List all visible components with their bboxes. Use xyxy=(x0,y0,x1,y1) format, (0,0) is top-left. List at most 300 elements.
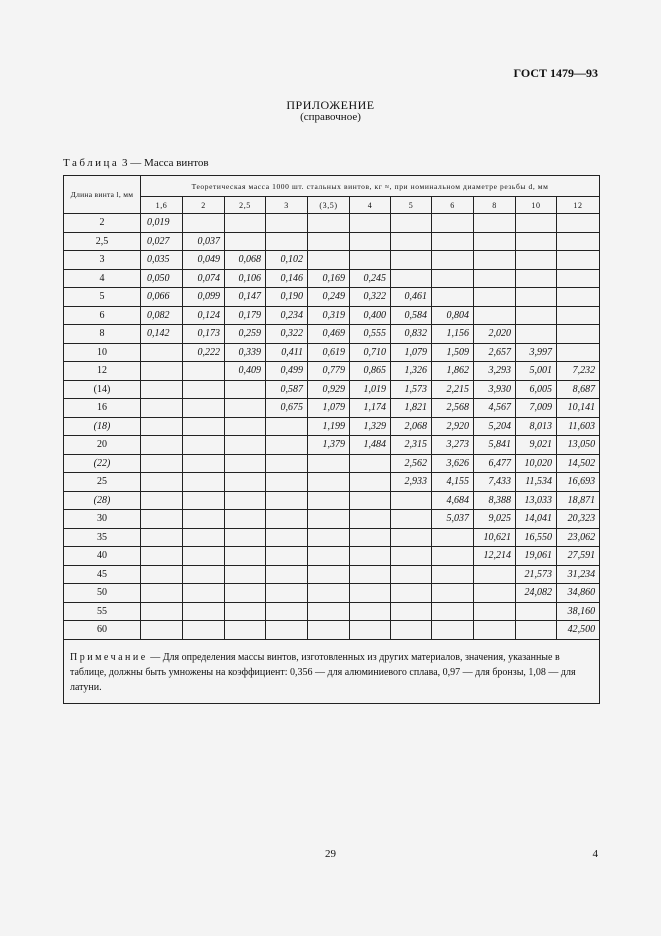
mass-cell xyxy=(350,602,391,621)
mass-cell: 0,037 xyxy=(183,232,225,251)
mass-cell: 2,933 xyxy=(391,473,432,492)
mass-cell xyxy=(308,602,350,621)
mass-cell: 0,409 xyxy=(225,362,266,381)
table-row xyxy=(64,454,600,473)
length-cell: 50 xyxy=(64,584,141,603)
mass-cell: 9,025 xyxy=(474,510,516,529)
mass-cell: 0,066 xyxy=(141,288,183,307)
mass-cell xyxy=(391,510,432,529)
mass-cell xyxy=(557,288,600,307)
mass-cell: 4,684 xyxy=(432,491,474,510)
mass-cell xyxy=(225,602,266,621)
table-row xyxy=(64,232,600,251)
mass-cell xyxy=(308,473,350,492)
mass-cell: 0,234 xyxy=(266,306,308,325)
table-note xyxy=(64,639,600,703)
mass-cell: 27,591 xyxy=(557,547,600,566)
length-cell: 8 xyxy=(64,325,141,344)
mass-cell xyxy=(308,454,350,473)
mass-cell xyxy=(308,565,350,584)
mass-cell xyxy=(141,343,183,362)
mass-cell xyxy=(141,417,183,436)
mass-cell xyxy=(391,565,432,584)
mass-cell: 2,568 xyxy=(432,399,474,418)
mass-cell: 0,675 xyxy=(266,399,308,418)
length-cell: 2,5 xyxy=(64,232,141,251)
mass-cell xyxy=(183,473,225,492)
mass-cell xyxy=(266,491,308,510)
mass-cell xyxy=(350,528,391,547)
mass-cell: 2,920 xyxy=(432,417,474,436)
mass-cell: 0,124 xyxy=(183,306,225,325)
appendix-title: ПРИЛОЖЕНИЕ xyxy=(286,98,375,112)
table-row xyxy=(64,528,600,547)
mass-cell xyxy=(474,306,516,325)
mass-cell: 6,005 xyxy=(516,380,557,399)
length-cell: 2 xyxy=(64,214,141,233)
mass-cell xyxy=(350,565,391,584)
mass-cell xyxy=(391,528,432,547)
mass-cell: 0,865 xyxy=(350,362,391,381)
mass-cell xyxy=(557,232,600,251)
mass-cell: 0,339 xyxy=(225,343,266,362)
mass-cell: 1,174 xyxy=(350,399,391,418)
mass-cell xyxy=(308,510,350,529)
mass-cell xyxy=(516,306,557,325)
mass-cell xyxy=(557,251,600,270)
mass-cell xyxy=(516,232,557,251)
mass-cell: 0,619 xyxy=(308,343,350,362)
diameter-header: 6 xyxy=(432,197,474,214)
mass-table xyxy=(63,175,600,704)
mass-cell: 0,074 xyxy=(183,269,225,288)
mass-cell xyxy=(141,380,183,399)
mass-cell xyxy=(225,399,266,418)
mass-cell xyxy=(266,214,308,233)
table-row xyxy=(64,251,600,270)
mass-cell xyxy=(432,288,474,307)
mass-cell: 0,929 xyxy=(308,380,350,399)
mass-cell xyxy=(141,362,183,381)
diameter-header: 3 xyxy=(266,197,308,214)
mass-cell xyxy=(474,269,516,288)
mass-cell xyxy=(516,269,557,288)
sheet-number: 4 xyxy=(592,848,598,860)
length-cell: (14) xyxy=(64,380,141,399)
mass-cell xyxy=(391,584,432,603)
mass-cell xyxy=(516,602,557,621)
mass-cell: 16,693 xyxy=(557,473,600,492)
mass-cell: 3,273 xyxy=(432,436,474,455)
mass-cell: 38,160 xyxy=(557,602,600,621)
length-cell: 60 xyxy=(64,621,141,640)
table-row xyxy=(64,491,600,510)
mass-cell xyxy=(225,436,266,455)
mass-cell: 2,020 xyxy=(474,325,516,344)
mass-cell xyxy=(141,454,183,473)
mass-cell xyxy=(141,528,183,547)
mass-cell: 0,555 xyxy=(350,325,391,344)
table-row xyxy=(64,417,600,436)
mass-cell xyxy=(308,547,350,566)
length-cell: (18) xyxy=(64,417,141,436)
table-row xyxy=(64,343,600,362)
mass-cell: 3,997 xyxy=(516,343,557,362)
mass-cell xyxy=(141,584,183,603)
mass-cell xyxy=(432,251,474,270)
mass-cell: 0,169 xyxy=(308,269,350,288)
mass-cell xyxy=(432,621,474,640)
mass-cell xyxy=(225,473,266,492)
mass-cell: 14,041 xyxy=(516,510,557,529)
mass-cell xyxy=(391,232,432,251)
mass-cell: 0,050 xyxy=(141,269,183,288)
mass-cell: 1,019 xyxy=(350,380,391,399)
mass-cell xyxy=(183,454,225,473)
length-cell: 40 xyxy=(64,547,141,566)
mass-cell xyxy=(141,399,183,418)
mass-cell xyxy=(474,621,516,640)
mass-header: Теоретическая масса 1000 шт. стальных винтов, кг ≈, при номинальном диаметре резьбы d, мм xyxy=(141,176,600,197)
note-text: — Для определения массы винтов, изготовленных из других материалов, значения, указанные в таблице, должны быть умножены на коэффициент: 0,356 — для алюминиевого сплава, 0,97 — для бронзы, 1,08 — для латуни. xyxy=(70,651,576,693)
mass-cell xyxy=(141,547,183,566)
mass-cell: 0,322 xyxy=(266,325,308,344)
mass-cell: 13,033 xyxy=(516,491,557,510)
mass-cell xyxy=(183,380,225,399)
mass-cell: 0,245 xyxy=(350,269,391,288)
mass-cell: 4,155 xyxy=(432,473,474,492)
mass-cell xyxy=(391,269,432,288)
length-cell: 6 xyxy=(64,306,141,325)
mass-cell: 0,322 xyxy=(350,288,391,307)
mass-cell: 3,930 xyxy=(474,380,516,399)
table-row xyxy=(64,621,600,640)
mass-cell xyxy=(266,565,308,584)
page-number: 29 xyxy=(325,848,336,860)
table-caption-text: 3 — Масса винтов xyxy=(122,157,209,169)
length-cell: (28) xyxy=(64,491,141,510)
mass-cell: 0,173 xyxy=(183,325,225,344)
mass-cell xyxy=(225,417,266,436)
table-row xyxy=(64,380,600,399)
mass-cell xyxy=(350,510,391,529)
mass-cell xyxy=(391,214,432,233)
diameter-header: 2,5 xyxy=(225,197,266,214)
diameter-header: 1,6 xyxy=(141,197,183,214)
mass-cell xyxy=(225,491,266,510)
mass-cell xyxy=(474,602,516,621)
mass-cell: 0,411 xyxy=(266,343,308,362)
length-cell: 12 xyxy=(64,362,141,381)
mass-cell xyxy=(183,547,225,566)
mass-cell xyxy=(432,584,474,603)
mass-cell xyxy=(350,621,391,640)
mass-cell xyxy=(225,454,266,473)
mass-cell xyxy=(266,473,308,492)
mass-cell xyxy=(225,380,266,399)
mass-cell xyxy=(266,602,308,621)
mass-cell xyxy=(141,491,183,510)
table-row xyxy=(64,510,600,529)
mass-cell xyxy=(183,528,225,547)
mass-cell: 10,020 xyxy=(516,454,557,473)
mass-cell xyxy=(183,602,225,621)
mass-cell: 2,068 xyxy=(391,417,432,436)
mass-cell xyxy=(141,602,183,621)
mass-cell xyxy=(308,232,350,251)
mass-cell: 0,499 xyxy=(266,362,308,381)
mass-cell xyxy=(183,491,225,510)
mass-cell: 0,319 xyxy=(308,306,350,325)
mass-cell xyxy=(391,547,432,566)
mass-cell xyxy=(308,584,350,603)
mass-cell: 1,079 xyxy=(308,399,350,418)
mass-cell: 9,021 xyxy=(516,436,557,455)
table-row xyxy=(64,584,600,603)
mass-cell: 0,049 xyxy=(183,251,225,270)
mass-cell: 8,013 xyxy=(516,417,557,436)
mass-cell: 1,821 xyxy=(391,399,432,418)
length-cell: 10 xyxy=(64,343,141,362)
mass-cell xyxy=(141,473,183,492)
mass-cell xyxy=(516,288,557,307)
mass-cell: 1,509 xyxy=(432,343,474,362)
diameter-header: 10 xyxy=(516,197,557,214)
mass-cell: 0,249 xyxy=(308,288,350,307)
mass-cell xyxy=(308,621,350,640)
mass-cell xyxy=(183,417,225,436)
length-cell: 45 xyxy=(64,565,141,584)
mass-cell xyxy=(183,510,225,529)
mass-cell: 20,323 xyxy=(557,510,600,529)
table-row xyxy=(64,602,600,621)
mass-cell xyxy=(266,547,308,566)
mass-cell: 0,102 xyxy=(266,251,308,270)
mass-cell xyxy=(141,621,183,640)
length-cell: 20 xyxy=(64,436,141,455)
mass-cell: 7,009 xyxy=(516,399,557,418)
length-cell: 35 xyxy=(64,528,141,547)
mass-cell xyxy=(141,436,183,455)
mass-cell xyxy=(225,621,266,640)
mass-cell: 1,079 xyxy=(391,343,432,362)
mass-cell: 0,587 xyxy=(266,380,308,399)
mass-cell: 24,082 xyxy=(516,584,557,603)
mass-cell: 0,710 xyxy=(350,343,391,362)
mass-cell xyxy=(516,251,557,270)
mass-cell xyxy=(225,528,266,547)
table-row xyxy=(64,547,600,566)
mass-cell xyxy=(266,528,308,547)
mass-cell xyxy=(557,306,600,325)
length-cell: 16 xyxy=(64,399,141,418)
mass-cell xyxy=(557,343,600,362)
mass-cell: 3,293 xyxy=(474,362,516,381)
mass-cell xyxy=(432,232,474,251)
mass-cell xyxy=(474,584,516,603)
mass-cell: 31,234 xyxy=(557,565,600,584)
mass-cell: 1,156 xyxy=(432,325,474,344)
mass-cell xyxy=(266,436,308,455)
mass-cell: 0,832 xyxy=(391,325,432,344)
length-header: Длина винта l, мм xyxy=(64,176,141,214)
mass-cell xyxy=(474,251,516,270)
table-caption-label: Таблица xyxy=(63,157,120,169)
diameter-header: 8 xyxy=(474,197,516,214)
mass-cell xyxy=(391,621,432,640)
mass-cell xyxy=(141,565,183,584)
table-row xyxy=(64,214,600,233)
mass-cell xyxy=(391,491,432,510)
mass-cell: 0,099 xyxy=(183,288,225,307)
table-row xyxy=(64,325,600,344)
mass-cell: 3,626 xyxy=(432,454,474,473)
mass-cell: 0,400 xyxy=(350,306,391,325)
length-cell: (22) xyxy=(64,454,141,473)
mass-cell: 18,871 xyxy=(557,491,600,510)
mass-cell: 1,573 xyxy=(391,380,432,399)
mass-cell xyxy=(350,491,391,510)
mass-cell: 0,146 xyxy=(266,269,308,288)
mass-cell xyxy=(225,584,266,603)
mass-cell xyxy=(266,454,308,473)
mass-cell: 1,862 xyxy=(432,362,474,381)
mass-cell xyxy=(308,528,350,547)
mass-cell xyxy=(308,214,350,233)
mass-cell: 0,584 xyxy=(391,306,432,325)
mass-cell xyxy=(474,232,516,251)
mass-cell: 2,657 xyxy=(474,343,516,362)
mass-cell: 11,603 xyxy=(557,417,600,436)
mass-cell xyxy=(516,325,557,344)
mass-cell: 0,082 xyxy=(141,306,183,325)
mass-cell xyxy=(391,602,432,621)
mass-cell xyxy=(225,232,266,251)
mass-cell: 0,190 xyxy=(266,288,308,307)
mass-cell xyxy=(183,214,225,233)
mass-cell: 1,199 xyxy=(308,417,350,436)
length-cell: 4 xyxy=(64,269,141,288)
table-row xyxy=(64,436,600,455)
mass-cell xyxy=(225,565,266,584)
mass-cell: 13,050 xyxy=(557,436,600,455)
mass-cell: 0,147 xyxy=(225,288,266,307)
mass-cell: 2,315 xyxy=(391,436,432,455)
mass-cell xyxy=(266,232,308,251)
table-row xyxy=(64,362,600,381)
mass-cell xyxy=(432,547,474,566)
mass-cell: 0,068 xyxy=(225,251,266,270)
mass-cell: 5,841 xyxy=(474,436,516,455)
mass-cell xyxy=(350,473,391,492)
mass-cell xyxy=(516,621,557,640)
mass-cell: 19,061 xyxy=(516,547,557,566)
mass-cell: 0,461 xyxy=(391,288,432,307)
mass-cell xyxy=(432,214,474,233)
mass-cell xyxy=(516,214,557,233)
mass-cell: 0,469 xyxy=(308,325,350,344)
table-row xyxy=(64,288,600,307)
mass-cell: 23,062 xyxy=(557,528,600,547)
length-cell: 55 xyxy=(64,602,141,621)
mass-cell xyxy=(474,565,516,584)
mass-cell xyxy=(350,214,391,233)
mass-cell: 1,484 xyxy=(350,436,391,455)
mass-cell: 1,379 xyxy=(308,436,350,455)
mass-cell xyxy=(266,621,308,640)
mass-cell xyxy=(432,269,474,288)
diameter-header: (3,5) xyxy=(308,197,350,214)
mass-cell: 12,214 xyxy=(474,547,516,566)
appendix-subtitle: (справочное) xyxy=(300,111,361,123)
diameter-header: 12 xyxy=(557,197,600,214)
mass-cell xyxy=(432,602,474,621)
length-cell: 30 xyxy=(64,510,141,529)
mass-cell: 10,141 xyxy=(557,399,600,418)
mass-cell: 0,035 xyxy=(141,251,183,270)
mass-cell xyxy=(225,547,266,566)
table-body xyxy=(64,214,600,640)
mass-cell xyxy=(266,510,308,529)
table-row xyxy=(64,306,600,325)
mass-cell xyxy=(183,584,225,603)
mass-cell xyxy=(474,288,516,307)
mass-cell xyxy=(350,454,391,473)
mass-cell: 0,027 xyxy=(141,232,183,251)
mass-cell: 0,804 xyxy=(432,306,474,325)
standard-designation: ГОСТ 1479—93 xyxy=(513,66,598,80)
mass-cell xyxy=(225,510,266,529)
mass-cell: 21,573 xyxy=(516,565,557,584)
mass-cell: 0,259 xyxy=(225,325,266,344)
mass-cell xyxy=(350,232,391,251)
mass-cell xyxy=(432,528,474,547)
mass-cell: 0,222 xyxy=(183,343,225,362)
mass-cell: 2,562 xyxy=(391,454,432,473)
diameter-header: 2 xyxy=(183,197,225,214)
mass-cell xyxy=(557,269,600,288)
mass-cell: 10,621 xyxy=(474,528,516,547)
length-cell: 3 xyxy=(64,251,141,270)
mass-cell: 8,388 xyxy=(474,491,516,510)
length-cell: 5 xyxy=(64,288,141,307)
table-row xyxy=(64,399,600,418)
mass-cell: 5,204 xyxy=(474,417,516,436)
mass-cell xyxy=(308,491,350,510)
mass-cell xyxy=(225,214,266,233)
mass-cell xyxy=(391,251,432,270)
mass-cell xyxy=(350,547,391,566)
mass-cell: 7,433 xyxy=(474,473,516,492)
table-caption xyxy=(63,157,209,169)
mass-cell xyxy=(183,565,225,584)
mass-cell: 5,001 xyxy=(516,362,557,381)
mass-cell: 42,500 xyxy=(557,621,600,640)
mass-cell: 4,567 xyxy=(474,399,516,418)
mass-cell: 2,215 xyxy=(432,380,474,399)
mass-cell xyxy=(266,417,308,436)
mass-cell xyxy=(141,510,183,529)
mass-cell: 11,534 xyxy=(516,473,557,492)
table-row xyxy=(64,565,600,584)
mass-cell xyxy=(432,565,474,584)
mass-cell: 34,860 xyxy=(557,584,600,603)
mass-cell xyxy=(557,214,600,233)
mass-cell: 1,326 xyxy=(391,362,432,381)
mass-cell: 6,477 xyxy=(474,454,516,473)
mass-cell: 0,179 xyxy=(225,306,266,325)
mass-cell: 7,232 xyxy=(557,362,600,381)
